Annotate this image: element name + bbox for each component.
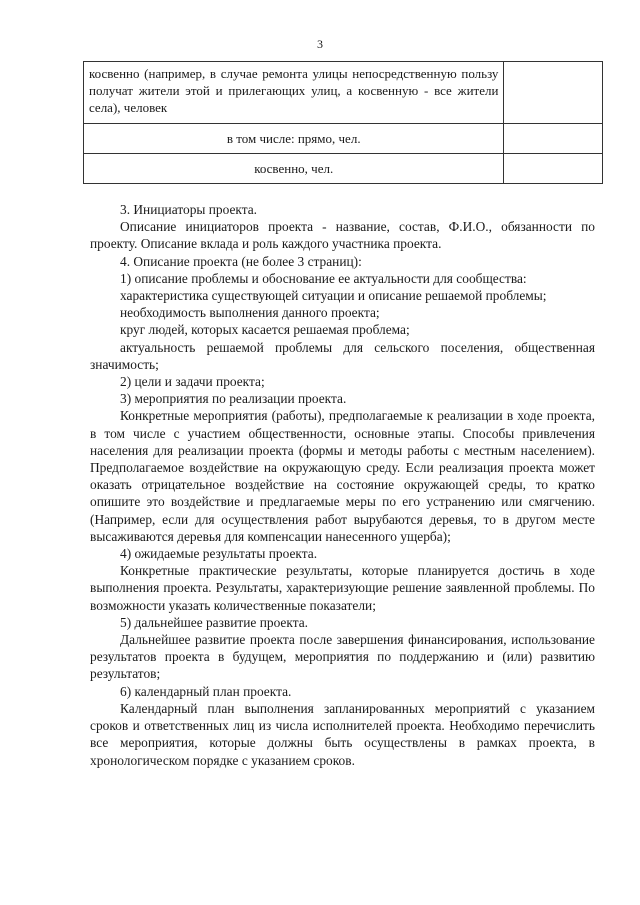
- section-heading: 4. Описание проекта (не более 3 страниц):: [120, 253, 362, 269]
- table-cell-value: [504, 154, 603, 184]
- page-number: 3: [317, 37, 323, 51]
- paragraph: Дальнейшее развитие проекта после завершения финансирования, использование результатов проекта в будущем, мероприятия по поддержанию и (или) развитию результатов;: [90, 632, 595, 682]
- paragraph: Описание инициаторов проекта - название, состав, Ф.И.О., обязанности по проекту. Описание вклада и роль каждого участника проекта.: [90, 219, 595, 252]
- paragraph: Конкретные практические результаты, которые планируется достичь в ходе выполнения проекта. Результаты, характеризующие решение заявленной проблемы. По возможности указать количественные показатели;: [90, 563, 595, 613]
- section-heading: 3. Инициаторы проекта.: [120, 202, 258, 217]
- table-cell-value: [504, 124, 603, 154]
- table-cell-value: [504, 62, 603, 124]
- paragraph: актуальность решаемой проблемы для сельского поселения, общественная значимость;: [90, 339, 595, 372]
- table-cell-label: в том числе: прямо, чел.: [84, 124, 504, 154]
- table-row: [84, 124, 603, 154]
- paragraph: характеристика существующей ситуации и описание решаемой проблемы;: [120, 288, 547, 304]
- table-row: [84, 62, 603, 124]
- table-row: [84, 154, 603, 184]
- list-item: 4) ожидаемые результаты проекта.: [120, 546, 318, 562]
- paragraph: Конкретные мероприятия (работы), предполагаемые к реализации в ходе проекта, в том числе с участием общественности, основные этапы. Способы привлечения населения для реализации проекта (формы и методы работы с местным населением). Предполагаемое воздействие на окружающую среду. Если реализация проекта может оказать отрицательное воздействие на состояние окружающей среды, то кратко опишите это воздействие и предлагаемые меры по его устранению или смягчению. (Например, если для осуществления работ вырубаются деревья, то в другом месте высаживаются деревья для компенсации нанесенного ущерба);: [90, 408, 595, 544]
- paragraph: круг людей, которых касается решаемая проблема;: [120, 322, 410, 338]
- paragraph: необходимость выполнения данного проекта;: [120, 305, 380, 321]
- paragraph: Календарный план выполнения запланированных мероприятий с указанием сроков и ответственных лиц из числа исполнителей проекта. Необходимо перечислить все мероприятия, которые должны быть осуществлены в рамках проекта, в хронологическом порядке с указанием сроков.: [90, 700, 595, 768]
- list-item: 3) мероприятия по реализации проекта.: [120, 391, 347, 407]
- beneficiaries-table: [83, 61, 603, 184]
- list-item: 1) описание проблемы и обоснование ее актуальности для сообщества:: [120, 270, 527, 286]
- table-cell-label: косвенно (например, в случае ремонта улицы непосредственную пользу получат жители этой и прилегающих улиц, а косвенную - все жители села), человек: [84, 62, 504, 124]
- table-cell-label: косвенно, чел.: [84, 154, 504, 184]
- document-body: [90, 201, 595, 769]
- list-item: 6) календарный план проекта.: [120, 683, 292, 699]
- list-item: 5) дальнейшее развитие проекта.: [120, 614, 309, 630]
- list-item: 2) цели и задачи проекта;: [120, 374, 265, 390]
